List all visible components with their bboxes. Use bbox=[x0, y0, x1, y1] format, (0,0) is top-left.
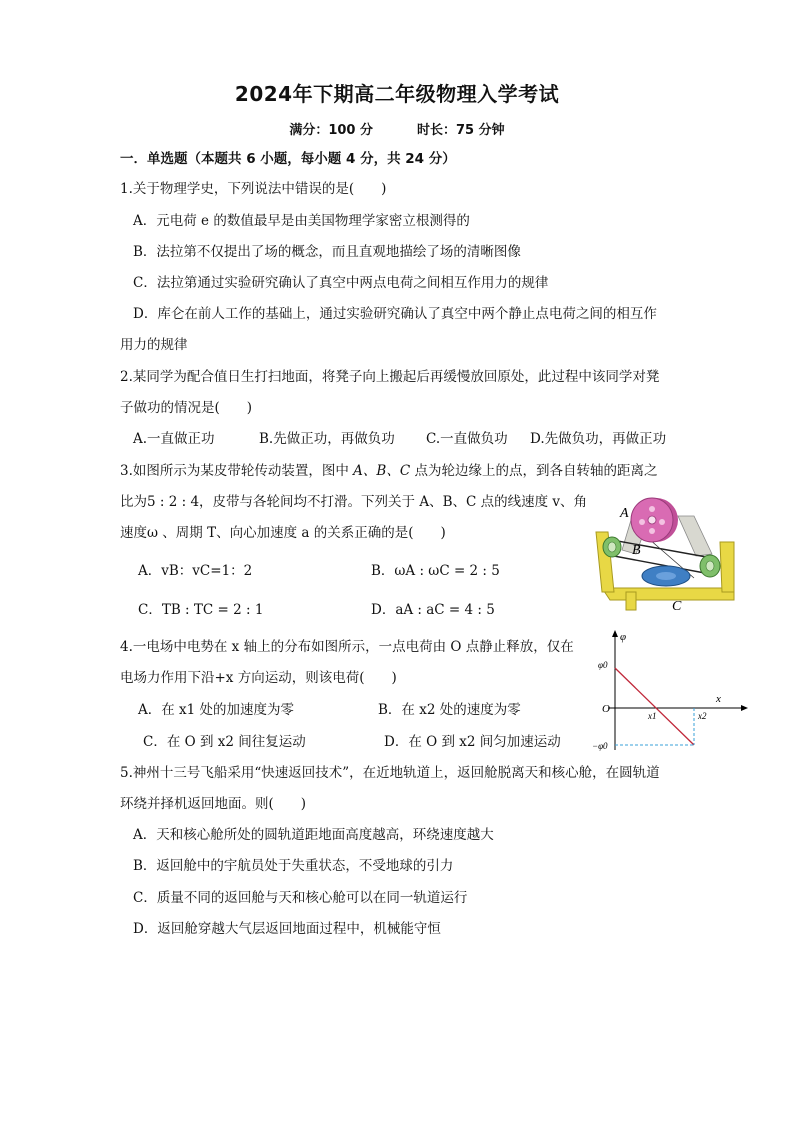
origin-label: O bbox=[602, 703, 610, 715]
small-wheel-right-inner bbox=[706, 561, 714, 571]
neg-phi0-label: −φ0 bbox=[592, 741, 608, 751]
q1-option-a: A．元电荷 e 的数值最早是由美国物理学家密立根测得的 bbox=[133, 213, 470, 229]
point-label-c: C bbox=[672, 599, 682, 614]
q1-option-d-cont: 用力的规律 bbox=[120, 337, 188, 353]
x2-label: x2 bbox=[698, 711, 707, 721]
q2-option-d: D.先做负功，再做正功 bbox=[530, 431, 667, 447]
frame-side-right bbox=[720, 542, 734, 592]
q1-option-b: B．法拉第不仅提出了场的概念，而且直观地描绘了场的清晰图像 bbox=[133, 244, 521, 260]
q5-option-a: A．天和核心舱所处的圆轨道距地面高度越高，环绕速度越大 bbox=[133, 827, 494, 843]
q5-option-b: B．返回舱中的宇航员处于失重状态，不受地球的引力 bbox=[133, 858, 454, 874]
q5-stem: 5.神州十三号飞船采用“快速返回技术”，在近地轨道上，返回舱脱离天和核心舱，在圆轨道 bbox=[120, 765, 660, 781]
base-stem bbox=[626, 592, 636, 610]
q4-stem: 4.一电场中电势在 x 轴上的分布如图所示，一点电荷由 O 点静止释放，仅在 bbox=[120, 639, 574, 655]
q4-stem-cont: 电场力作用下沿+x 方向运动，则该电荷( ) bbox=[120, 670, 397, 686]
wheel-hole-3 bbox=[659, 519, 665, 525]
q2-option-a: A.一直做正功 bbox=[133, 431, 215, 447]
pulley-figure bbox=[594, 492, 742, 620]
wheel-hole-1 bbox=[649, 506, 655, 512]
exam-meta bbox=[0, 119, 794, 138]
q4-option-c: C．在 O 到 x2 间往复运动 bbox=[143, 734, 306, 750]
q3-stem: 3.如图所示为某皮带轮传动装置，图中 A、B、C 点为轮边缘上的点，到各自转轴的距离之 bbox=[120, 463, 658, 479]
y-axis-label: φ bbox=[620, 631, 627, 643]
q2-option-c: C.一直做负功 bbox=[426, 431, 508, 447]
q4-option-b: B．在 x2 处的速度为零 bbox=[378, 702, 521, 718]
page-title: 2024年下期高二年级物理入学考试 bbox=[234, 82, 560, 106]
q2-stem-cont: 子做功的情况是( ) bbox=[120, 400, 253, 416]
x-axis-label: x bbox=[716, 693, 721, 705]
q3-points: A、B、C bbox=[353, 463, 411, 479]
q3-ratio: 5 : 2 : 4 bbox=[147, 494, 200, 510]
q3-option-d: D．aA : aC = 4 : 5 bbox=[371, 602, 495, 618]
q2-option-b: B.先做正功，再做负功 bbox=[259, 431, 395, 447]
q4-option-a: A．在 x1 处的加速度为零 bbox=[138, 702, 295, 718]
small-wheel-left-inner bbox=[608, 542, 616, 552]
wheel-hole-4 bbox=[649, 528, 655, 534]
q5-option-c: C．质量不同的返回舱与天和核心舱可以在同一轨道运行 bbox=[133, 890, 468, 906]
q4-option-d: D．在 O 到 x2 间匀加速运动 bbox=[384, 734, 561, 750]
q1-option-d: D．库仑在前人工作的基础上，通过实验研究确认了真空中两个静止点电荷之间的相互作 bbox=[133, 306, 657, 322]
duration: 时长：75 分钟 bbox=[417, 123, 505, 138]
q3-stem-cont: 比为5 : 2 : 4，皮带与各轮间均不打滑。下列关于 A、B、C 点的线速度 v、角 bbox=[120, 494, 588, 510]
section-heading: 一．单选题（本题共 6 小题，每小题 4 分，共 24 分） bbox=[120, 151, 456, 167]
q3-option-a: A．vB：vC=1：2 bbox=[138, 563, 253, 579]
q2-stem: 2.某同学为配合值日生打扫地面，将凳子向上搬起后再缓慢放回原处，此过程中该同学对凳 bbox=[120, 369, 660, 385]
x1-label: x1 bbox=[648, 711, 657, 721]
wheel-hole-2 bbox=[639, 519, 645, 525]
q3-option-b: B．ωA : ωC = 2 : 5 bbox=[371, 563, 500, 579]
q1-stem: 1.关于物理学史，下列说法中错误的是( ) bbox=[120, 181, 387, 197]
q3-option-c: C．TB : TC = 2 : 1 bbox=[138, 602, 264, 618]
lower-wheel-hub bbox=[656, 572, 676, 580]
frame-base bbox=[602, 588, 734, 600]
full-score: 满分：100 分 bbox=[289, 123, 374, 138]
wheel-hub bbox=[648, 516, 656, 524]
support-right bbox=[678, 516, 712, 556]
q3-stem-cont2: 速度ω 、周期 T、向心加速度 a 的关系正确的是( ) bbox=[120, 525, 446, 541]
phi0-label: φ0 bbox=[598, 660, 608, 670]
x-axis-arrow bbox=[741, 705, 748, 711]
point-label-a: A bbox=[620, 506, 629, 521]
y-axis-arrow bbox=[612, 630, 618, 637]
point-label-b: B bbox=[632, 543, 641, 558]
potential-line bbox=[615, 668, 694, 745]
potential-graph bbox=[584, 628, 754, 756]
q1-option-c: C．法拉第通过实验研究确认了真空中两点电荷之间相互作用力的规律 bbox=[133, 275, 549, 291]
q5-option-d: D．返回舱穿越大气层返回地面过程中，机械能守恒 bbox=[133, 921, 441, 937]
q5-stem-cont: 环绕并择机返回地面。则( ) bbox=[120, 796, 307, 812]
